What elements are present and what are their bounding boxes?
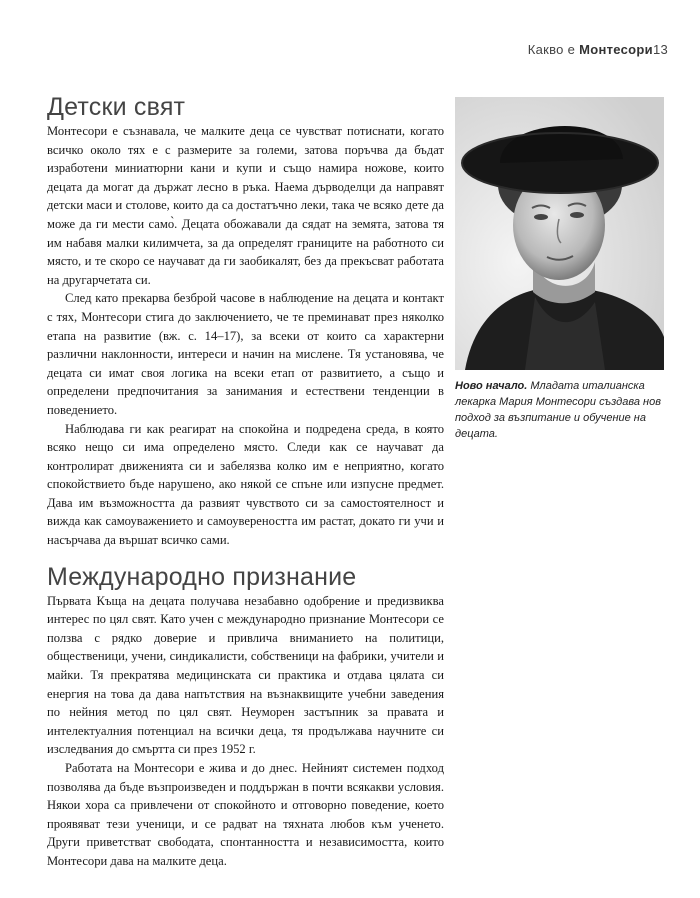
header-bold: Монтесори: [579, 42, 653, 57]
main-column: [47, 92, 444, 871]
caption-title: Ново начало.: [455, 380, 528, 392]
paragraph: Работата на Монтесори е жива и до днес. Нейният системен подход позволява да бъде възпроизведен и поддържан в почти всякакви условия. Някои хора са привлечени от спокойното и отговорно поведение, което проявяват тези ученици, и се радват на тяхната любов към ученето. Други приветстват свободата, спонтанността и независимостта, които Монтесори дава на малките деца.: [47, 761, 444, 868]
paragraph: Монтесори е съзнавала, че малките деца се чувстват потиснати, когато всичко около тях е с размерите за големи, затова поръчва да бъдат изработени миниатюрни кани и купи и също намира ножове, които децата да могат да държат лесно в ръка. Наема дърводелци да направят детски маси и столове, които да са достатъчно леки, така че всяко дете да може да ги мести само̀. Децата обожавали да сядат на земята, затова тя им набавя малки килимчета, за да определят границите на работното си място, и те скоро се научават да ги заобикалят, без да прекъсват работата на другарчетата си.: [47, 124, 444, 287]
caption-text: Младата италианска лекарка Мария Монтесори създава нов подход за възпитание и обучение на децата.: [455, 380, 661, 440]
paragraph: След като прекарва безброй часове в наблюдение на децата и контакт с тях, Монтесори стига до заключението, че те преминават през няколко етапа на развитие (вж. с. 14–17), за всеки от които са характерни различни наклонности, интереси и начин на мислене. Тя установява, че децата си имат своя логика на всеки етап от развитието, а също и определени предпочитания за занимания и естествени тенденции в поведението.: [47, 291, 444, 417]
paragraph: Наблюдава ги как реагират на спокойна и подредена среда, в която всяко нещо си има определено място. Следи как се научават да контролират движенията си и забелязва колко им е неприятно, когато спокойствието бъде нарушено, ако някой се спъне или изпусне предмет. Дава им възможността да развият чувството си за самостоятелност и вижда как самоуважението и самоувереността им растат, докато ги учи и насърчава да вършат всичко сами.: [47, 421, 444, 548]
page-number: 13: [652, 42, 668, 57]
running-header: [528, 42, 668, 57]
photo-caption: [455, 378, 670, 442]
header-text: Какво е: [527, 42, 580, 57]
paragraph: Първата Къща на децата получава незабавно одобрение и предизвиква интерес по цял свят. Като учен с международно признание Монтесори се ползва с рядко доверие и привлича вниманието на политици, общественици, учени, синдикалисти, собственици на фабрики, учители и майки. Тя прекратява медицинската си практика и отдава цялата си енергия на това да дава напътствия на възнаквищите учебни заведения по нейния метод по цял свят. Неуморен застъпник за правата и интелектуалния потенциал на всички деца, тя продължава научните си изследвания до смъртта си през 1952 г.: [47, 593, 444, 757]
portrait-photo: [455, 97, 664, 370]
portrait-illustration: [455, 97, 664, 370]
section-title-children-world: Детски свят: [47, 93, 186, 121]
section-title-international-recognition: Международно признание: [47, 562, 357, 591]
